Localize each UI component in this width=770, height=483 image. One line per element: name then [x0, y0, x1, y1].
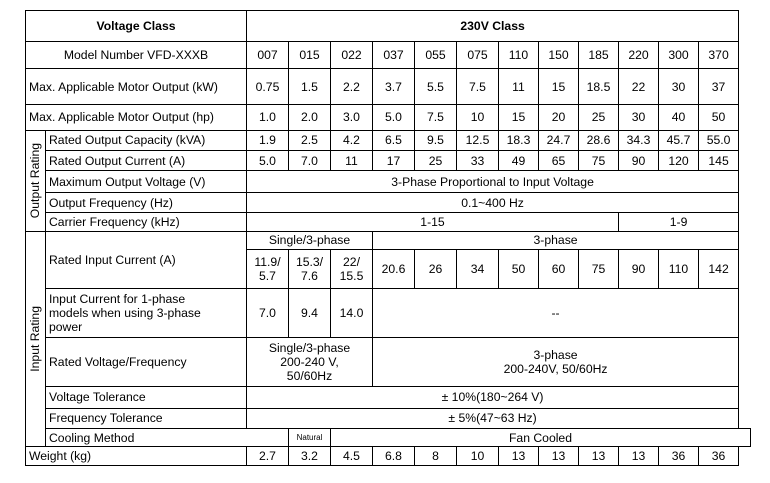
model-cell: 055: [415, 41, 457, 69]
output-current-cell: 33: [457, 151, 499, 171]
voltage-class-label: Voltage Class: [26, 11, 247, 42]
output-capacity-cell: 9.5: [415, 130, 457, 150]
output-frequency-row: [26, 192, 751, 212]
motor-kw-cell: 1.5: [289, 69, 331, 105]
input-rating-text: Input Rating: [28, 306, 43, 372]
input-current-line: 22/: [343, 255, 360, 270]
weight-label: Weight (kg): [26, 447, 247, 466]
carrier-frequency-value-b: 1-9: [619, 213, 739, 231]
output-capacity-cell: 12.5: [457, 130, 499, 150]
max-output-voltage-value: 3-Phase Proportional to Input Voltage: [247, 171, 739, 192]
one-phase-input-row: [26, 289, 751, 338]
model-cell: 037: [373, 41, 415, 69]
one-phase-input-cell: 14.0: [331, 289, 373, 338]
weight-cell: 8: [415, 447, 457, 466]
cooling-method-label: Cooling Method: [46, 429, 289, 447]
output-current-cell: 65: [539, 151, 579, 171]
input-current-three-cell: 26: [415, 250, 457, 289]
one-phase-label-line: Input Current for 1-phase: [49, 291, 186, 306]
weight-cell: 3.2: [289, 447, 331, 466]
motor-kw-cell: 18.5: [579, 69, 619, 105]
cooling-method-row: [26, 429, 751, 447]
motor-hp-cell: 50: [699, 105, 739, 131]
carrier-frequency-value-a: 1-15: [247, 213, 619, 231]
weight-cell: 13: [579, 447, 619, 466]
model-cell: 022: [331, 41, 373, 69]
one-phase-input-cell: 9.4: [289, 289, 331, 338]
output-current-cell: 5.0: [247, 151, 289, 171]
input-current-single-cell: [247, 250, 289, 289]
voltage-tolerance-row: [26, 387, 751, 408]
rated-voltage-line: 50/60Hz: [286, 369, 333, 384]
motor-hp-row: [26, 105, 751, 131]
output-current-row: [26, 151, 751, 171]
motor-hp-cell: 15: [499, 105, 539, 131]
rated-voltage-three: [373, 338, 739, 387]
output-capacity-cell: 2.5: [289, 130, 331, 150]
model-cell: 185: [579, 41, 619, 69]
one-phase-label-line: models when using 3-phase: [49, 306, 201, 321]
model-cell: 370: [699, 41, 739, 69]
output-capacity-cell: 4.2: [331, 130, 373, 150]
output-capacity-cell: 34.3: [619, 130, 659, 150]
weight-cell: 13: [499, 447, 539, 466]
weight-cell: 36: [699, 447, 739, 466]
rated-voltage-frequency-label: Rated Voltage/Frequency: [46, 338, 247, 387]
motor-hp-label: Max. Applicable Motor Output (hp): [26, 105, 247, 131]
output-capacity-label: Rated Output Capacity (kVA): [46, 130, 247, 150]
weight-cell: 4.5: [331, 447, 373, 466]
rated-voltage-line: 200-240V, 50/60Hz: [503, 362, 608, 377]
cooling-natural: Natural: [289, 429, 331, 447]
weight-cell: 10: [457, 447, 499, 466]
input-current-line: 7.6: [301, 269, 318, 284]
output-current-cell: 145: [699, 151, 739, 171]
input-current-three-cell: 34: [457, 250, 499, 289]
model-label: Model Number VFD-XXXB: [26, 41, 247, 69]
output-frequency-label: Output Frequency (Hz): [46, 192, 247, 212]
model-cell: 220: [619, 41, 659, 69]
max-output-voltage-label: Maximum Output Voltage (V): [46, 171, 247, 192]
motor-hp-cell: 40: [659, 105, 699, 131]
output-current-cell: 11: [331, 151, 373, 171]
one-phase-input-cell: 7.0: [247, 289, 289, 338]
output-current-cell: 75: [579, 151, 619, 171]
input-current-three-cell: 90: [619, 250, 659, 289]
output-frequency-value: 0.1~400 Hz: [247, 192, 739, 212]
output-capacity-cell: 6.5: [373, 130, 415, 150]
model-cell: 110: [499, 41, 539, 69]
motor-hp-cell: 3.0: [331, 105, 373, 131]
input-current-subheader-row: [26, 231, 751, 249]
input-current-line: 5.7: [259, 269, 276, 284]
input-current-line: 15.5: [339, 269, 364, 284]
carrier-frequency-label: Carrier Frequency (kHz): [46, 213, 247, 231]
output-capacity-cell: 18.3: [499, 130, 539, 150]
rated-voltage-single: [247, 338, 373, 387]
output-rating-text: Output Rating: [28, 143, 43, 219]
input-current-three-cell: 20.6: [373, 250, 415, 289]
motor-hp-cell: 2.0: [289, 105, 331, 131]
rated-voltage-line: Single/3-phase: [268, 341, 351, 356]
output-current-cell: 120: [659, 151, 699, 171]
input-single-three-header: Single/3-phase: [247, 231, 373, 249]
motor-hp-cell: 7.5: [415, 105, 457, 131]
output-current-cell: 7.0: [289, 151, 331, 171]
motor-hp-cell: 20: [539, 105, 579, 131]
output-capacity-row: [26, 130, 751, 150]
motor-kw-row: [26, 69, 751, 105]
one-phase-label-line: power: [49, 320, 83, 335]
output-capacity-cell: 55.0: [699, 130, 739, 150]
motor-kw-cell: 22: [619, 69, 659, 105]
voltage-class-row: [26, 11, 751, 42]
output-rating-group-label: [26, 130, 46, 231]
input-current-single-cell: [289, 250, 331, 289]
motor-hp-cell: 1.0: [247, 105, 289, 131]
weight-cell: 36: [659, 447, 699, 466]
output-current-cell: 49: [499, 151, 539, 171]
input-current-line: 11.9/: [254, 255, 281, 270]
input-current-three-cell: 75: [579, 250, 619, 289]
output-capacity-cell: 28.6: [579, 130, 619, 150]
weight-cell: 2.7: [247, 447, 289, 466]
model-cell: 300: [659, 41, 699, 69]
input-rating-group-label: [26, 231, 46, 447]
motor-hp-cell: 5.0: [373, 105, 415, 131]
carrier-frequency-row: [26, 213, 751, 231]
one-phase-input-label: [46, 289, 247, 338]
model-cell: 075: [457, 41, 499, 69]
motor-kw-cell: 11: [499, 69, 539, 105]
motor-hp-cell: 10: [457, 105, 499, 131]
output-current-cell: 17: [373, 151, 415, 171]
motor-kw-cell: 2.2: [331, 69, 373, 105]
model-cell: 150: [539, 41, 579, 69]
weight-row: [26, 447, 751, 466]
motor-kw-cell: 30: [659, 69, 699, 105]
rated-voltage-line: 3-phase: [533, 348, 578, 363]
frequency-tolerance-row: [26, 408, 751, 428]
output-current-cell: 90: [619, 151, 659, 171]
motor-kw-cell: 0.75: [247, 69, 289, 105]
max-output-voltage-row: [26, 171, 751, 192]
model-cell: 007: [247, 41, 289, 69]
output-capacity-cell: 1.9: [247, 130, 289, 150]
motor-kw-cell: 3.7: [373, 69, 415, 105]
input-current-three-cell: 50: [499, 250, 539, 289]
output-current-label: Rated Output Current (A): [46, 151, 247, 171]
weight-cell: 6.8: [373, 447, 415, 466]
weight-cell: 13: [539, 447, 579, 466]
motor-kw-cell: 5.5: [415, 69, 457, 105]
input-current-line: 15.3/: [295, 255, 324, 270]
frequency-tolerance-value: ± 5%(47~63 Hz): [247, 408, 739, 428]
frequency-tolerance-label: Frequency Tolerance: [46, 408, 247, 428]
output-capacity-cell: 24.7: [539, 130, 579, 150]
input-current-label: Rated Input Current (A): [46, 231, 247, 288]
rated-voltage-line: 200-240 V,: [280, 355, 339, 370]
motor-hp-cell: 25: [579, 105, 619, 131]
weight-cell: 13: [619, 447, 659, 466]
model-cell: 015: [289, 41, 331, 69]
rated-voltage-frequency-row: [26, 338, 751, 387]
motor-kw-cell: 7.5: [457, 69, 499, 105]
input-three-header: 3-phase: [373, 231, 739, 249]
motor-kw-cell: 15: [539, 69, 579, 105]
input-current-single-cell: [331, 250, 373, 289]
spec-table: [25, 10, 751, 466]
input-current-three-cell: 110: [659, 250, 699, 289]
model-row: [26, 41, 751, 69]
voltage-tolerance-label: Voltage Tolerance: [46, 387, 247, 408]
voltage-tolerance-value: ± 10%(180~264 V): [247, 387, 739, 408]
cooling-fan: Fan Cooled: [331, 429, 751, 447]
one-phase-input-rest: --: [373, 289, 739, 338]
input-current-three-cell: 142: [699, 250, 739, 289]
motor-kw-label: Max. Applicable Motor Output (kW): [26, 69, 247, 105]
input-current-three-cell: 60: [539, 250, 579, 289]
voltage-class-value: 230V Class: [247, 11, 739, 42]
output-current-cell: 25: [415, 151, 457, 171]
motor-kw-cell: 37: [699, 69, 739, 105]
motor-hp-cell: 30: [619, 105, 659, 131]
output-capacity-cell: 45.7: [659, 130, 699, 150]
